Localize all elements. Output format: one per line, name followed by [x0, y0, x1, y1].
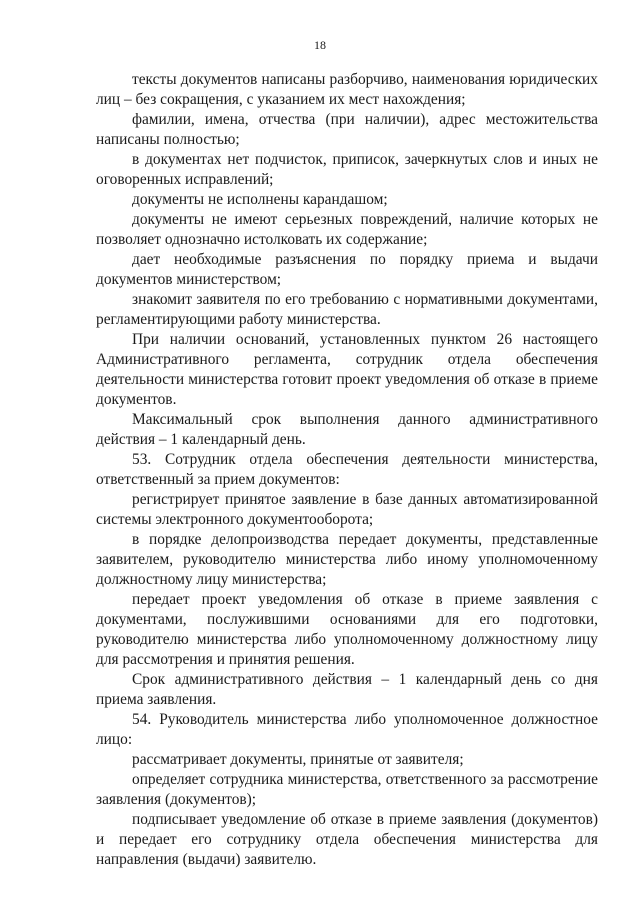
page-number: 18: [314, 38, 326, 52]
paragraph: 54. Руководитель министерства либо уполномоченное должностное лицо:: [96, 711, 598, 748]
paragraph: передает проект уведомления об отказе в приеме заявления с документами, послужившими основаниями для его подготовки, руководителю министерства либо уполномоченному должностному лицу для рассмотрения и принятия решения.: [96, 591, 598, 668]
paragraph: документы не имеют серьезных повреждений, наличие которых не позволяет однозначно истолковать их содержание;: [96, 211, 598, 248]
document-body: [96, 70, 598, 870]
paragraph: в порядке делопроизводства передает документы, представленные заявителем, руководителю министерства либо иному уполномоченному должностному лицу министерства;: [96, 531, 598, 588]
paragraph: подписывает уведомление об отказе в приеме заявления (документов) и передает его сотруднику отдела обеспечения министерства для направления (выдачи) заявителю.: [96, 811, 598, 868]
paragraph: фамилии, имена, отчества (при наличии), адрес местожительства написаны полностью;: [96, 111, 598, 148]
paragraph: При наличии оснований, установленных пунктом 26 настоящего Административного регламента, сотрудник отдела обеспечения деятельности министерства готовит проект уведомления об отказе в приеме документов.: [96, 331, 598, 408]
paragraph: Максимальный срок выполнения данного административного действия – 1 календарный день.: [96, 411, 598, 448]
paragraph: Срок административного действия – 1 календарный день со дня приема заявления.: [96, 671, 598, 708]
paragraph: регистрирует принятое заявление в базе данных автоматизированной системы электронного документооборота;: [96, 491, 598, 528]
paragraph: 53. Сотрудник отдела обеспечения деятельности министерства, ответственный за прием документов:: [96, 451, 598, 488]
paragraph: знакомит заявителя по его требованию с нормативными документами, регламентирующими работу министерства.: [96, 291, 598, 328]
paragraph: рассматривает документы, принятые от заявителя;: [132, 751, 464, 768]
paragraph: в документах нет подчисток, приписок, зачеркнутых слов и иных не оговоренных исправлений;: [96, 151, 598, 188]
paragraph: тексты документов написаны разборчиво, наименования юридических лиц – без сокращения, с указанием их мест нахождения;: [96, 71, 598, 108]
paragraph: определяет сотрудника министерства, ответственного за рассмотрение заявления (документов);: [96, 771, 598, 808]
paragraph: дает необходимые разъяснения по порядку приема и выдачи документов министерством;: [96, 251, 598, 288]
paragraph: документы не исполнены карандашом;: [132, 191, 388, 208]
